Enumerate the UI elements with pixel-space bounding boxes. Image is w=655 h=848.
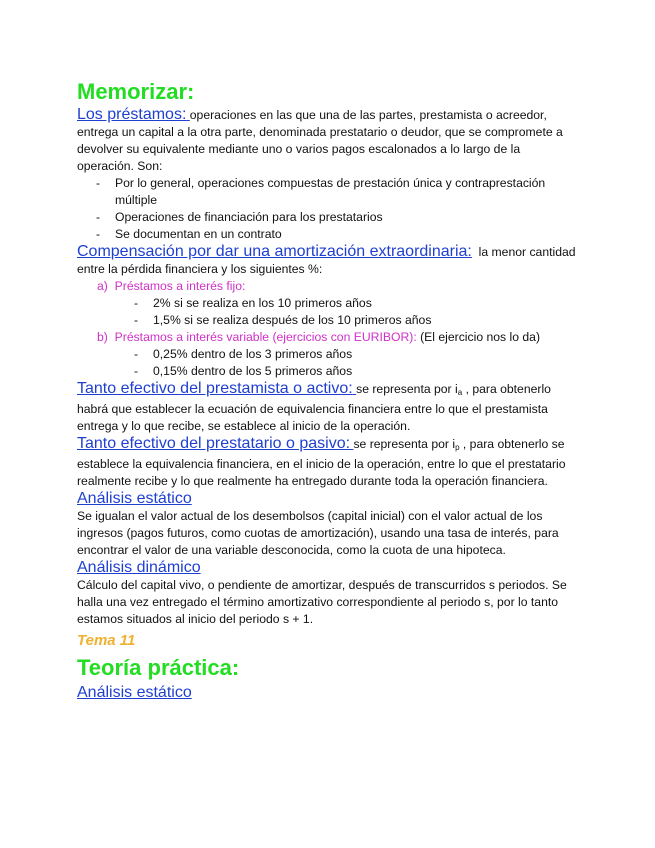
compensacion-item-a: a) Préstamos a interés fijo: bbox=[97, 279, 246, 293]
compensacion-b-list bbox=[77, 346, 577, 380]
prestamos-list bbox=[77, 175, 577, 243]
compensacion-paragraph bbox=[77, 243, 577, 278]
prestamos-title: Los préstamos: bbox=[77, 106, 187, 123]
tanto-pasivo-title: Tanto efectivo del prestatario o pasivo: bbox=[77, 435, 351, 452]
compensacion-title: Compensación por dar una amortización extraordinaria: bbox=[77, 243, 472, 260]
list-item: - Operaciones de financiación para los prestatarios bbox=[96, 210, 383, 224]
tanto-pasivo-paragraph: Tanto efectivo del prestatario o pasivo: se representa por $i_p$ , para obtenerlo se establece la equivalencia financiera, en el inicio de la operación, entre lo que el prestatario realmente recibe y lo que realmente ha entregado durante toda la operación financiera. bbox=[77, 435, 566, 488]
list-item: - 0,25% dentro de los 3 primeros años bbox=[134, 347, 353, 361]
analisis-estatico-heading-2: Análisis estático bbox=[77, 684, 192, 701]
heading-memorizar: Memorizar: bbox=[77, 79, 195, 104]
tema-heading: Tema 11 bbox=[77, 632, 136, 649]
tanto-activo-paragraph: Tanto efectivo del prestamista o activo: se representa por $i_a$ , para obtenerlo habrá que establecer la ecuación de equivalencia financiera entre lo que el prestamista entrega y lo que recibe, se establece al inicio de la operación. bbox=[77, 380, 551, 433]
analisis-dinamico-heading: Análisis dinámico bbox=[77, 559, 201, 576]
heading-teoria: Teoría práctica: bbox=[77, 655, 240, 680]
analisis-dinamico-text: Cálculo del capital vivo, o pendiente de amortizar, después de transcurridos s periodos. Se halla una vez entregado el término amortizativo correspondiente al periodo s, por lo tanto estamos situados al inicio del periodo s + 1. bbox=[77, 578, 567, 626]
list-item: - 0,15% dentro de los 5 primeros años bbox=[134, 364, 353, 378]
compensacion-a-list bbox=[77, 295, 577, 329]
prestamos-text: operaciones en las que una de las partes, prestamista o acreedor, entrega un capital a la otra parte, denominada prestatario o deudor, que se compromete a devolver su equivalente mediante uno o varios pagos escalonados a lo largo de la operación. Son: bbox=[77, 108, 563, 173]
tanto-activo-title: Tanto efectivo del prestamista o activo: bbox=[77, 380, 353, 397]
analisis-estatico-text: Se igualan el valor actual de los desembolsos (capital inicial) con el valor actual de los ingresos (pagos futuros, como cuotas de amortización), usando una tasa de interés, para encontrar el valor de una variable desconocida, como la cuota de una hipoteca. bbox=[77, 509, 559, 557]
list-item: - 1,5% si se realiza después de los 10 primeros años bbox=[134, 313, 432, 327]
compensacion-text: la menor cantidad entre la pérdida financiera y los siguientes %: bbox=[77, 245, 576, 276]
document-page bbox=[77, 78, 577, 702]
compensacion-item-b: b) Préstamos a interés variable (ejercicios con EURIBOR): (El ejercicio nos lo da) bbox=[97, 330, 541, 344]
prestamos-paragraph bbox=[77, 106, 577, 175]
list-item: - 2% si se realiza en los 10 primeros años bbox=[134, 296, 372, 310]
list-item: - Por lo general, operaciones compuestas de prestación única y contraprestación múltiple bbox=[96, 176, 546, 207]
analisis-estatico-heading: Análisis estático bbox=[77, 490, 192, 507]
list-item: - Se documentan en un contrato bbox=[96, 227, 282, 241]
